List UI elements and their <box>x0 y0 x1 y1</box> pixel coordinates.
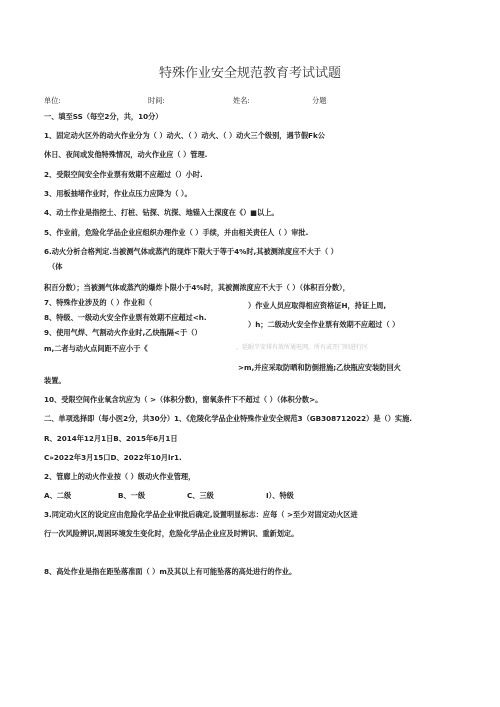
score-label: 分题 <box>312 96 327 105</box>
question-text: 8、特级、一级动火安全作业票有效期不应超过<h. <box>44 313 207 322</box>
section-2-heading: 二、单项选择即（每小医2分，共30分）1、《危陵化学品企业特殊作业安全规范3（GB308712022）是（）实施. <box>44 414 413 423</box>
question-text: 5、作业前，危险化学品企业应组织办理作业（ ）手续，并由相关责任人（ ）审批. <box>44 228 309 237</box>
question-text: （体 <box>48 262 63 271</box>
question-text: 9、使用气焊、气割动火作业时,乙炔瓶隔<于（） <box>44 328 202 337</box>
time-label: 时间: <box>148 96 165 105</box>
question-text: 2、管廊上的动火作业按（ ）级动火作业管理， <box>44 472 196 481</box>
choice-d: I）、特级 <box>266 491 294 500</box>
question-text: 7、特殊作业涉及的（ ）作业和（ <box>44 298 153 307</box>
question-text: 8、高处作业是指在距坠落准面（ ）m及其以上有可能坠落的高处进行的作业。 <box>44 567 297 576</box>
unit-label: 单位: <box>44 96 61 105</box>
question-text: R、2014年12月1日B、2015年6月1日 <box>44 434 178 443</box>
question-text: 10、受限空间作业氧含坑应为（ >（体积分数)，窗氧条件下不超过（ ）（体积分数>。 <box>44 395 323 404</box>
name-label: 姓名: <box>233 96 250 105</box>
question-text: 6.动火分析合格判定.当被测气体或蒸汽的现炸下限大于等于4%时,其被测浓度应不大于（ ） <box>44 247 338 256</box>
question-text: 积百分数）；当被测气体或蒸汽的爆炸卜限小于4%时，其被测浓度应不大于（ ）（体积百分数）， <box>44 283 350 292</box>
question-text: 休日、夜间或发他特殊情况，动火作业应（ ）管理. <box>44 150 208 159</box>
choice-b: B、一级 <box>118 491 146 500</box>
question-text: 1、固定动火区外的动火作业分为（ ）动火、（ ）动火、（ ）动火三个级别，遇节假Fk公 <box>44 131 325 140</box>
question-text: 行一次风险辨识,周困环境发生变化时，危险化学品企业应及时辨识、重新划定。 <box>44 529 299 538</box>
choice-a: A、二级 <box>44 491 72 500</box>
question-text: ）h；二级动火安全作业票有效期不应超过（ ） <box>248 320 400 329</box>
question-text: m,二者与动火点间距不应小于《 <box>44 344 148 353</box>
question-text: ）作业人员应取得相应资格证H，持证上周, <box>248 301 387 310</box>
question-text: >m,并应采取防晒和防倒措施;乙炔瓶应安装防回火 <box>238 363 401 372</box>
question-text: 4、动土作业是指挖土、打桩、钻探、坑探、地锚入土深度在《）■以上。 <box>44 208 279 217</box>
choice-c: C、三级 <box>187 491 214 500</box>
question-text: 2、受限空间安全作业票有效期不应超过（）小时. <box>44 170 203 179</box>
page-title: 特殊作业安全规范教育考试试题 <box>158 66 341 81</box>
question-text: 3、用板抽堵作业时，作业点压力应降为（ ）。 <box>44 189 192 198</box>
question-text: ，延眠半安排有效所通电网，所有或开门则进行区 <box>236 344 369 351</box>
question-text: C»2022年3月15口D、2022年10月lr1. <box>44 453 182 462</box>
question-text: 3.同定动火区的设定应由危险化学品企业审批后确定,设置明显标志：应每（ >至少对固定动火区进 <box>44 510 358 519</box>
question-text: 装置。 <box>44 376 66 385</box>
section-1-heading: 一、填至SS（每空2分，共，10分） <box>44 112 163 121</box>
